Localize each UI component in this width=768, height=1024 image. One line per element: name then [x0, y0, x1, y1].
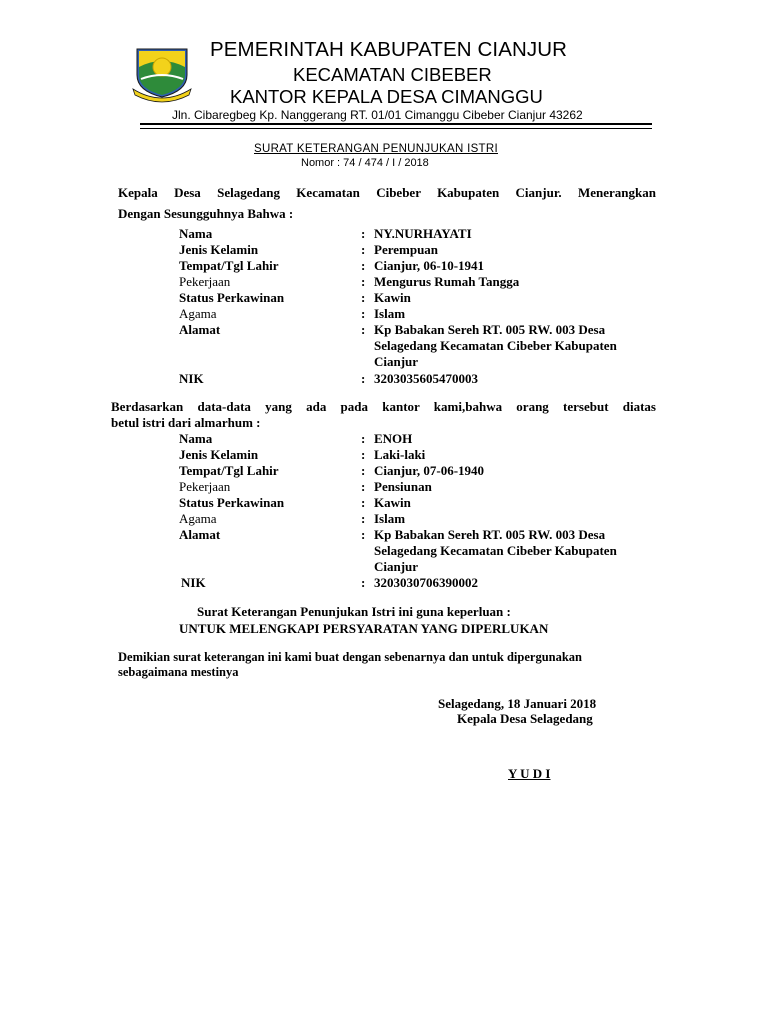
header-divider-thick: [140, 123, 652, 125]
letter-title: SURAT KETERANGAN PENUNJUKAN ISTRI: [254, 143, 498, 155]
colon: :: [361, 371, 366, 386]
husband-job-label: Pekerjaan: [179, 479, 231, 494]
colon: :: [361, 306, 366, 321]
wife-address-label: Alamat: [179, 322, 221, 337]
wife-nik-label: NIK: [179, 371, 204, 386]
colon: :: [361, 226, 366, 241]
place-date: Selagedang, 18 Januari 2018: [438, 696, 597, 711]
wife-religion-label: Agama: [179, 306, 217, 321]
husband-religion-value: Islam: [374, 511, 406, 526]
wife-address-line-1: Kp Babakan Sereh RT. 005 RW. 003 Desa: [374, 322, 606, 337]
husband-birth-label: Tempat/Tgl Lahir: [179, 463, 279, 478]
wife-job-value: Mengurus Rumah Tangga: [374, 274, 520, 289]
header-address: Jln. Cibaregbeg Kp. Nanggerang RT. 01/01 Cimanggu Cibeber Cianjur 43262: [172, 108, 583, 122]
wife-marital-value: Kawin: [374, 290, 411, 305]
husband-marital-value: Kawin: [374, 495, 411, 510]
intro-line-2: Dengan Sesungguhnya Bahwa :: [118, 206, 294, 221]
husband-name-value: ENOH: [374, 431, 413, 446]
colon: :: [361, 274, 366, 289]
colon: :: [361, 447, 366, 462]
signer-name: Y U D I: [508, 766, 551, 781]
husband-gender-value: Laki-laki: [374, 447, 426, 462]
colon: :: [361, 242, 366, 257]
wife-birth-value: Cianjur, 06-10-1941: [374, 258, 485, 273]
middle-line-2: betul istri dari almarhum :: [111, 415, 261, 430]
husband-address-line-1: Kp Babakan Sereh RT. 005 RW. 003 Desa: [374, 527, 606, 542]
husband-address-line-2: Selagedang Kecamatan Cibeber Kabupaten: [374, 543, 617, 558]
header-office: KANTOR KEPALA DESA CIMANGGU: [230, 86, 543, 107]
colon: :: [361, 495, 366, 510]
husband-birth-value: Cianjur, 07-06-1940: [374, 463, 485, 478]
wife-marital-label: Status Perkawinan: [179, 290, 285, 305]
husband-religion-label: Agama: [179, 511, 217, 526]
husband-address-line-3: Cianjur: [374, 559, 419, 574]
purpose-line-2: UNTUK MELENGKAPI PERSYARATAN YANG DIPERLUKAN: [179, 621, 549, 636]
husband-address-label: Alamat: [179, 527, 221, 542]
regency-logo: [131, 45, 193, 103]
header-government: PEMERINTAH KABUPATEN CIANJUR: [210, 38, 568, 61]
wife-address-line-2: Selagedang Kecamatan Cibeber Kabupaten: [374, 338, 617, 353]
wife-gender-value: Perempuan: [374, 242, 439, 257]
colon: :: [361, 322, 366, 337]
intro-line-1: Kepala Desa Selagedang Kecamatan Cibeber Kabupaten Cianjur. Menerangkan: [118, 185, 656, 200]
husband-nik-label: NIK: [181, 575, 206, 590]
colon: :: [361, 431, 366, 446]
header-district: KECAMATAN CIBEBER: [293, 64, 492, 85]
wife-address-line-3: Cianjur: [374, 354, 419, 369]
wife-job-label: Pekerjaan: [179, 274, 231, 289]
wife-religion-value: Islam: [374, 306, 406, 321]
signer-position: Kepala Desa Selagedang: [457, 711, 593, 726]
husband-marital-label: Status Perkawinan: [179, 495, 285, 510]
wife-name-value: NY.NURHAYATI: [374, 226, 472, 241]
wife-name-label: Nama: [179, 226, 213, 241]
letter-number: Nomor : 74 / 474 / I / 2018: [301, 157, 429, 169]
colon: :: [361, 463, 366, 478]
closing-line-1: Demikian surat keterangan ini kami buat dengan sebenarnya dan untuk dipergunakan: [118, 650, 583, 664]
husband-job-value: Pensiunan: [374, 479, 432, 494]
colon: :: [361, 258, 366, 273]
colon: :: [361, 527, 366, 542]
wife-gender-label: Jenis Kelamin: [179, 242, 259, 257]
colon: :: [361, 479, 366, 494]
colon: :: [361, 511, 366, 526]
colon: :: [361, 575, 366, 590]
colon: :: [361, 290, 366, 305]
husband-nik-value: 3203030706390002: [374, 575, 478, 590]
purpose-line-1: Surat Keterangan Penunjukan Istri ini guna keperluan :: [197, 604, 511, 619]
husband-gender-label: Jenis Kelamin: [179, 447, 259, 462]
wife-birth-label: Tempat/Tgl Lahir: [179, 258, 279, 273]
wife-nik-value: 3203035605470003: [374, 371, 478, 386]
husband-name-label: Nama: [179, 431, 213, 446]
middle-line-1: Berdasarkan data-data yang ada pada kantor kami,bahwa orang tersebut diatas: [111, 399, 656, 414]
closing-line-2: sebagaimana mestinya: [118, 665, 239, 679]
header-divider-thin: [140, 128, 652, 129]
